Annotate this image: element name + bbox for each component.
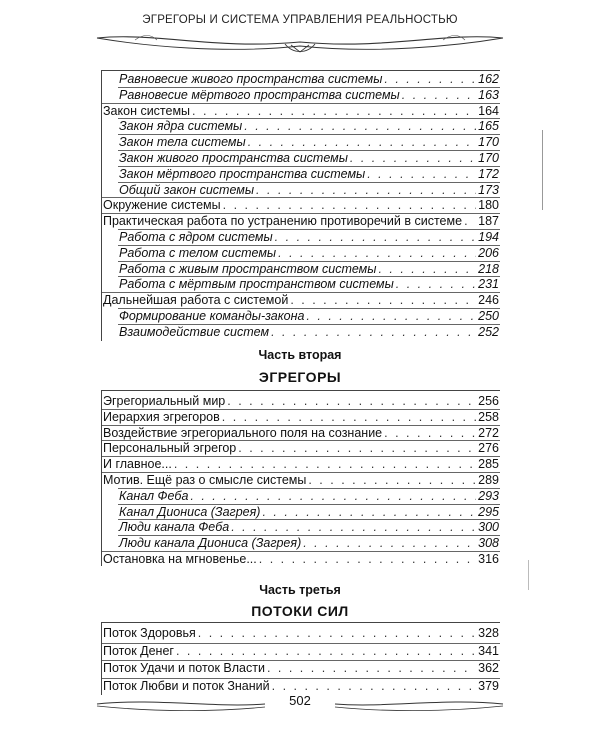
toc-entry-page: 328 — [478, 626, 499, 640]
dot-leader — [176, 642, 476, 661]
toc-entry-page: 362 — [478, 661, 499, 675]
toc-entry-title: Закон живого пространства системы — [119, 151, 348, 165]
toc-entry-title: Закон мёртвого пространства системы — [119, 166, 366, 181]
toc-entry — [101, 642, 499, 661]
scan-edge-line — [542, 130, 543, 210]
toc-entry-page: 180 — [478, 198, 499, 213]
toc-entry — [101, 323, 499, 342]
toc-entry-page: 250 — [478, 309, 499, 323]
toc-entry-title: Канал Феба — [119, 488, 189, 503]
toc-entry-page: 276 — [478, 441, 499, 456]
toc-entry-page: 164 — [478, 103, 499, 118]
toc-entry-title: Закон ядра системы — [119, 119, 243, 134]
page-number: 502 — [0, 693, 600, 708]
dot-leader — [259, 550, 476, 569]
toc-entry-page: 295 — [478, 504, 499, 519]
toc-entry-page: 308 — [478, 536, 499, 551]
toc-entry-page: 170 — [478, 135, 499, 150]
toc-entry-title: Общий закон системы — [119, 182, 255, 197]
toc-entry-page: 316 — [478, 552, 499, 566]
toc-entry-page: 162 — [478, 72, 499, 86]
toc-entry-page: 231 — [478, 277, 499, 292]
toc-entry-title: Эгрегориальный мир — [103, 394, 226, 408]
toc-entry-page: 172 — [478, 166, 499, 181]
toc-entry-page: 256 — [478, 394, 499, 408]
toc-section-continued — [101, 70, 499, 340]
toc-entry-page: 252 — [478, 324, 499, 339]
toc-entry-page: 293 — [478, 488, 499, 503]
toc-entry-title: Мотив. Ещё раз о смысле системы — [103, 473, 307, 487]
toc-entry-page: 246 — [478, 293, 499, 308]
toc-entry-title: Поток Здоровья — [103, 626, 196, 640]
toc-entry-page: 187 — [478, 214, 499, 229]
toc-entry-title: Воздействие эгрегориального поля на сознание — [103, 425, 383, 440]
toc-entry-title: Дальнейшая работа с системой — [103, 293, 289, 308]
toc-entry-title: И главное... — [103, 457, 172, 472]
toc-entry-title: Работа с ядром системы — [119, 230, 273, 244]
toc-entry-page: 170 — [478, 151, 499, 165]
dot-leader — [198, 624, 476, 643]
toc-entry-title: Поток Денег — [103, 643, 174, 658]
toc-entry-title: Работа с живым пространством системы — [119, 261, 377, 276]
toc-entry-title: Практическая работа по устранению противоречий в системе — [103, 214, 463, 229]
toc-entry-title: Канал Диониса (Загрея) — [119, 504, 261, 519]
toc-entry-title: Иерархия эгрегоров — [103, 409, 220, 424]
part-two-label: Часть вторая — [258, 348, 342, 362]
toc-entry-page: 173 — [478, 182, 499, 197]
toc-entry-page: 258 — [478, 409, 499, 424]
toc-entry — [101, 624, 499, 643]
toc-entry — [101, 659, 499, 678]
toc-entry-page: 218 — [478, 261, 499, 276]
toc-entry-title: Люди канала Феба — [119, 520, 230, 535]
toc-entry-title: Персональный эгрегор — [103, 441, 237, 456]
part-two-title: ЭГРЕГОРЫ — [258, 369, 342, 385]
toc-entry-title: Окружение системы — [103, 198, 221, 213]
part-three-title: ПОТОКИ СИЛ — [251, 603, 349, 619]
toc-entry-page: 379 — [478, 678, 499, 693]
toc-part-three — [101, 622, 499, 694]
running-header: ЭГРЕГОРЫ И СИСТЕМА УПРАВЛЕНИЯ РЕАЛЬНОСТЬЮ — [142, 14, 458, 26]
toc-entry-page: 165 — [478, 119, 499, 134]
toc-entry-page: 289 — [478, 473, 499, 487]
toc-entry-title: Закон тела системы — [119, 135, 246, 150]
toc-entry-page: 300 — [478, 520, 499, 535]
toc-entry-title: Работа с телом системы — [119, 245, 277, 260]
part-three-label: Часть третья — [259, 583, 341, 597]
toc-entry-title: Люди канала Диониса (Загрея) — [119, 536, 302, 551]
toc-entry-title: Остановка на мгновенье... — [103, 552, 257, 566]
toc-entry-title: Поток Удачи и поток Власти — [103, 661, 265, 675]
toc-entry-title: Формирование команды-закона — [119, 309, 305, 323]
toc-entry-title: Закон системы — [103, 103, 191, 118]
dot-leader — [267, 659, 476, 678]
toc-entry-page: 163 — [478, 87, 499, 102]
toc-entry-title: Взаимодействие систем — [119, 324, 270, 339]
toc-entry-page: 341 — [478, 643, 499, 658]
toc-entry-page: 285 — [478, 457, 499, 472]
toc-entry-title: Поток Любви и поток Знаний — [103, 678, 270, 693]
toc-entry-title: Равновесие мёртвого пространства системы — [119, 87, 400, 102]
toc-part-two — [101, 390, 499, 565]
toc-entry-page: 206 — [478, 245, 499, 260]
header-ornament — [95, 30, 505, 56]
toc-entry-page: 194 — [478, 230, 499, 244]
toc-entry — [101, 550, 499, 569]
toc-entry-title: Равновесие живого пространства системы — [119, 72, 383, 86]
toc-entry-title: Работа с мёртвым пространством системы — [119, 277, 394, 292]
dot-leader — [271, 323, 476, 342]
toc-entry-page: 272 — [478, 425, 499, 440]
